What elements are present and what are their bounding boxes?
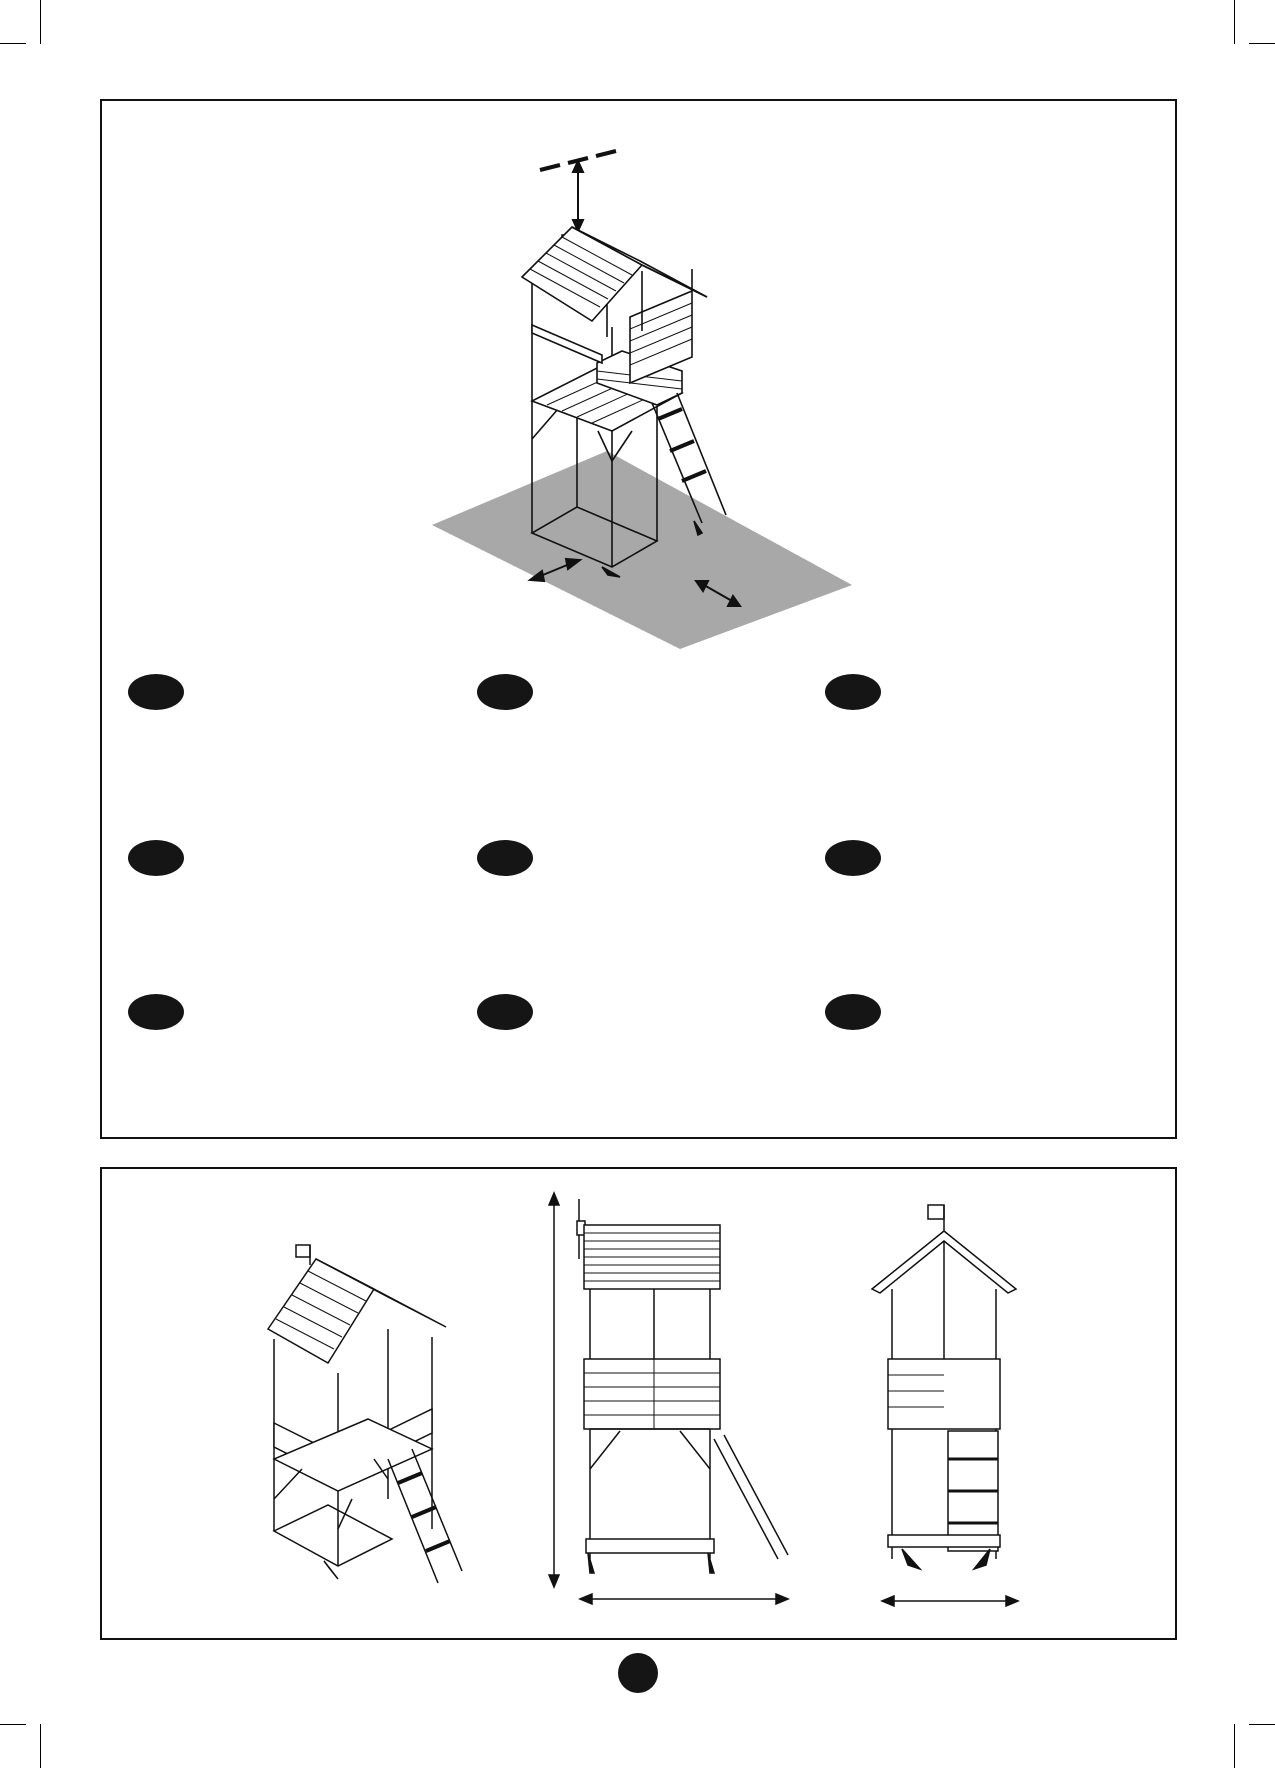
crop-mark-bottom-right-v [1234, 1724, 1235, 1768]
flag-icon [296, 1245, 310, 1257]
language-badge [477, 994, 533, 1030]
height-arrow [573, 161, 583, 231]
side-view [549, 1193, 788, 1604]
safety-area-panel [100, 99, 1177, 1139]
language-badge [825, 840, 881, 876]
crop-mark-top-right-v [1234, 0, 1235, 44]
playtower-safety-illustration [102, 101, 1179, 661]
dimensions-panel [100, 1167, 1177, 1640]
crop-mark-top-left-h [0, 43, 26, 44]
crop-mark-bottom-left-v [40, 1724, 41, 1768]
language-badge [825, 994, 881, 1030]
dimension-drawings [102, 1169, 1179, 1642]
crop-mark-top-left-v [40, 0, 41, 44]
page-number-badge [618, 1653, 658, 1693]
language-badge [128, 840, 184, 876]
language-badge [128, 674, 184, 710]
language-badge [477, 840, 533, 876]
front-view [872, 1205, 1018, 1606]
flag-icon [928, 1205, 944, 1219]
language-badge [128, 994, 184, 1030]
crop-mark-bottom-right-h [1249, 1724, 1275, 1725]
language-badge [825, 674, 881, 710]
isometric-view [268, 1245, 462, 1583]
crop-mark-bottom-left-h [0, 1724, 26, 1725]
language-badge [477, 674, 533, 710]
crop-mark-top-right-h [1249, 43, 1275, 44]
